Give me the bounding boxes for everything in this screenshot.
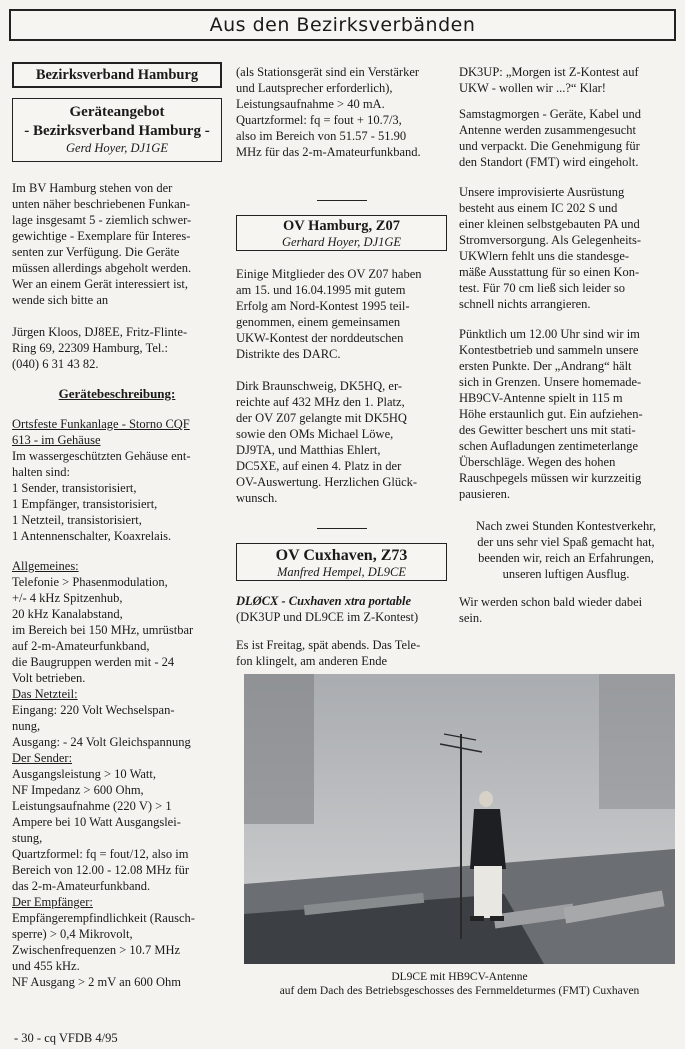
paragraph-general [12,558,222,990]
text-line: sperre) > 0,4 Mikrovolt, [12,927,133,941]
text-line: Wer an einem Gerät interessiert ist, [12,277,189,291]
desc-heading: Gerätebeschreibung: [58,386,176,401]
text-line: Dirk Braunschweig, DK5HQ, er- [236,379,403,393]
text-line: Einige Mitglieder des OV Z07 haben [236,267,422,281]
psu-heading: Das Netzteil: [12,687,78,701]
page-header [9,9,676,41]
text-line: wunsch. [236,491,278,505]
photo-antenna [244,674,675,964]
general-heading: Allgemeines: [12,559,79,573]
paragraph-kontestbetrieb [459,326,673,502]
rx-heading: Der Empfänger: [12,895,93,909]
text-line: senten zur Verfügung. Die Geräte [12,245,180,259]
text-line: Wir werden schon bald wieder dabei [459,595,643,609]
photo-caption-line-2: auf dem Dach des Betriebsgeschosses des Fernmeldeturmes (FMT) Cuxhaven [279,985,640,997]
paragraph-storno [12,416,222,544]
text-line: DC5XE, auf einen 4. Platz in der [236,459,402,473]
text-line: Samstagmorgen - Geräte, Kabel und [459,107,642,121]
text-line: test. Für 70 cm ließ sich leider so [459,281,625,295]
text-line: Telefonie > Phasenmodulation, [12,575,168,589]
box-author: Gerhard Hoyer, DJ1GE [281,235,402,249]
text-line: Bereich von 12.00 - 12.08 MHz für [12,863,190,877]
text-line: sich in Grenzen. Unsere homemade- [459,375,642,389]
section-box-title: Bezirksverband Hamburg [35,66,199,83]
text-line: Leistungsaufnahme (220 V) > 1 [12,799,172,813]
photo-caption-line-1: DL9CE mit HB9CV-Antenne [391,971,528,983]
divider [317,200,367,201]
text-line: Ampere bei 10 Watt Ausgangslei- [12,815,181,829]
text-line: HB9CV-Antenne spielt in 115 m [459,391,623,405]
column-1 [12,62,222,990]
text-line: Höhe erstaunlich gut. Ein aufziehen- [459,407,643,421]
article-box-ov-hamburg [236,215,447,251]
text-line: stung, [12,831,43,845]
text-line: NF Ausgang > 2 mV an 600 Ohm [12,975,181,989]
page-header-title: Aus den Bezirksverbänden [209,14,476,36]
text-line: sowie den OMs Michael Löwe, [236,427,394,441]
paragraph-continued [236,64,447,160]
article-box-ov-cuxhaven [236,543,447,581]
text-line: Pünktlich um 12.00 Uhr sind wir im [459,327,640,341]
text-line: 1 Empfänger, transistorisiert, [12,497,158,511]
page-footer [14,1030,118,1046]
photo-caption [244,970,675,998]
text-line: auf 2-m-Amateurfunkband, [12,639,150,653]
text-line: Quartzformel: fq = fout/12, also im [12,847,189,861]
section-box-hamburg [12,62,222,88]
article-title-line-2: - Bezirksverband Hamburg - [24,123,210,139]
text-line: 20 kHz Kanalabstand, [12,607,123,621]
text-line: Ausgang: - 24 Volt Gleichspannung [12,735,191,749]
text-line: Erfolg am Nord-Kontest 1995 teil- [236,299,410,313]
text-line: Antenne werden zusammengesucht [459,123,637,137]
article-title-line-1: Geräteangebot [69,104,165,120]
text-line: besteht aus einem IC 202 S und [459,201,618,215]
text-line: lage insgesamt 5 - ziemlich schwer- [12,213,192,227]
text-line: nung, [12,719,41,733]
text-line: genommen, einem gemeinsamen [236,315,401,329]
cuxhaven-title: DLØCX - Cuxhaven xtra portable [236,594,412,608]
paragraph-intro [12,180,222,308]
text-line: und 455 kHz. [12,959,80,973]
paragraph-dk3up [459,64,673,96]
text-line: fon klingelt, am anderen Ende [236,654,387,668]
text-line: Stromversorgung. Als Gelegenheits- [459,233,642,247]
text-line: Ring 69, 22309 Hamburg, Tel.: [12,341,168,355]
text-line: Leistungsaufnahme > 40 mA. [236,97,385,111]
photo-illustration [244,674,675,964]
tx-heading: Der Sender: [12,751,73,765]
text-line: Rauschpegels müssen wir kurzzeitig [459,471,642,485]
paragraph-end [459,518,673,582]
column-2 [236,64,447,669]
text-line: halten sind: [12,465,70,479]
page-number: - 30 - cq VFDB 4/95 [14,1031,118,1045]
text-line: einer kleinen selbstgebauten PA und [459,217,640,231]
text-line: pausieren. [459,487,511,501]
paragraph-outro [459,594,673,626]
text-line: Quartzformel: fq = fout + 10.7/3, [236,113,402,127]
paragraph-equipment [459,184,673,312]
paragraph-results [236,378,447,506]
text-line: DK3UP: „Morgen ist Z-Kontest auf [459,65,639,79]
text-line: Eingang: 220 Volt Wechselspan- [12,703,175,717]
text-line: Zwischenfrequenzen > 10.7 MHz [12,943,181,957]
text-line: 1 Sender, transistorisiert, [12,481,137,495]
text-line: und Lautsprecher erforderlich), [236,81,393,95]
paragraph-friday [236,637,447,669]
text-line: gewichtige - Exemplare für Interes- [12,229,191,243]
text-line: UKW - wollen wir ...?“ Klar! [459,81,606,95]
text-line: im Bereich bei 150 MHz, umrüstbar [12,623,194,637]
text-line: Ortsfeste Funkanlage - Storno CQF [12,417,190,431]
box-title: OV Cuxhaven, Z73 [275,547,408,564]
text-line: NF Impedanz > 600 Ohm, [12,783,144,797]
text-line: wende sich bitte an [12,293,109,307]
text-line: müssen allerdings abgeholt werden. [12,261,192,275]
text-line: sein. [459,611,483,625]
text-line: ersten Punkte. Der „Andrang“ hält [459,359,632,373]
text-line: den Standort (FMT) wird eingeholt. [459,155,639,169]
text-line: UKW-Kontest der norddeutschen [236,331,404,345]
text-line: Kontestbetrieb und sammeln unsere [459,343,639,357]
text-line: Volt betrieben. [12,671,86,685]
box-author: Manfred Hempel, DL9CE [276,565,407,579]
text-line: (040) 6 31 43 82. [12,357,99,371]
text-line: UKWlern fehlt uns die standesge- [459,249,630,263]
text-line: mäße Ausstattung für so einen Kon- [459,265,640,279]
text-line: unten näher beschriebenen Funkan- [12,197,191,211]
article-box-geraeteangebot [12,98,222,162]
text-line: Distrikte des DARC. [236,347,341,361]
text-line: Im wassergeschützten Gehäuse ent- [12,449,191,463]
text-line: beenden wir, reich an Erfahrungen, [478,551,654,565]
text-line: Jürgen Kloos, DJ8EE, Fritz-Flinte- [12,325,188,339]
article-author: Gerd Hoyer, DJ1GE [66,141,168,155]
paragraph-nord-kontest [236,266,447,362]
text-line: das 2-m-Amateurfunkband. [12,879,151,893]
paragraph-samstag [459,106,673,170]
text-line: MHz für das 2-m-Amateurfunkband. [236,145,421,159]
text-line: also im Bereich von 51.57 - 51.90 [236,129,407,143]
text-line: unseren luftigen Ausflug. [502,567,630,581]
text-line: (als Stationsgerät sind ein Verstärker [236,65,420,79]
text-line: der OV Z07 gelangte mit DK5HQ [236,411,407,425]
text-line: Es ist Freitag, spät abends. Das Tele- [236,638,421,652]
text-line: und verpackt. Die Genehmigung für [459,139,640,153]
paragraph-contact [12,324,222,372]
text-line: der uns sehr viel Spaß gemacht hat, [477,535,655,549]
text-line: schnell nichts arrangieren. [459,297,591,311]
text-line: Im BV Hamburg stehen von der [12,181,173,195]
text-line: 1 Antennenschalter, Koaxrelais. [12,529,172,543]
text-line: Unsere improvisierte Ausrüstung [459,185,625,199]
text-line: schen Aufladungen zentimeterlange [459,439,639,453]
text-line: reichte auf 432 MHz den 1. Platz, [236,395,405,409]
text-line: 613 - im Gehäuse [12,433,101,447]
text-line: Ausgangsleistung > 10 Watt, [12,767,157,781]
cuxhaven-subtitle: (DK3UP und DL9CE im Z-Kontest) [236,610,419,624]
text-line: Überschläge. Wegen des hohen [459,455,616,469]
column-3 [459,64,673,626]
text-line: des Gewitter beschert uns mit stati- [459,423,636,437]
text-line: am 15. und 16.04.1995 mit gutem [236,283,406,297]
text-line: +/- 4 kHz Spitzenhub, [12,591,123,605]
text-line: 1 Netzteil, transistorisiert, [12,513,142,527]
text-line: Empfängerempfindlichkeit (Rausch- [12,911,195,925]
text-line: OV-Auswertung. Herzlichen Glück- [236,475,418,489]
box-title: OV Hamburg, Z07 [283,218,400,234]
text-line: DJ9TA, und Matthias Ehlert, [236,443,381,457]
text-line: Nach zwei Stunden Kontestverkehr, [476,519,656,533]
text-line: die Baugruppen werden mit - 24 [12,655,175,669]
divider [317,528,367,529]
